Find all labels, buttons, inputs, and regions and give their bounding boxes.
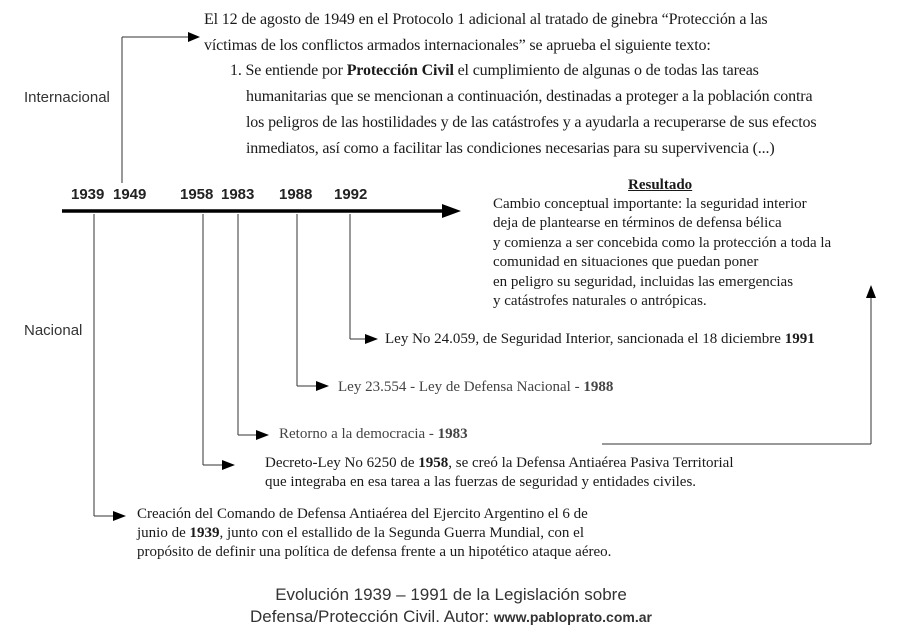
caption-line2 xyxy=(0,606,902,628)
label-nacional: Nacional xyxy=(24,322,83,339)
event-year: 1939 xyxy=(189,525,220,541)
arrow-1988 xyxy=(316,381,329,391)
item-number: 1. Se entiende por xyxy=(230,62,347,79)
event-decreto-line2: que integraba en esa tarea a las fuerzas de seguridad y entidades civiles. xyxy=(265,474,697,490)
result-line: comunidad en situaciones que puedan poner xyxy=(493,254,759,270)
result-line: y comienza a ser concebida como la protección a toda la xyxy=(493,235,832,251)
international-line: víctimas de los conflictos armados internacionales” se aprueba el siguiente texto: xyxy=(204,37,711,54)
event-text: Retorno a la democracia - xyxy=(279,426,438,442)
event-retorno-democracia xyxy=(279,425,468,445)
caption-line: Evolución 1939 – 1991 de la Legislación sobre xyxy=(275,585,627,604)
event-text: Decreto-Ley No 6250 de xyxy=(265,455,419,471)
international-line: El 12 de agosto de 1949 en el Protocolo 1 adicional al tratado de ginebra “Protección a las xyxy=(204,11,768,28)
international-line: humanitarias que se mencionan a continuación, destinadas a proteger a la población contra xyxy=(246,88,813,105)
year-label: 1992 xyxy=(334,186,368,203)
event-ley-23554 xyxy=(338,378,613,398)
author-link: www.pabloprato.com.ar xyxy=(493,609,652,625)
result-line: en peligro su seguridad, incluidas las emergencias xyxy=(493,274,794,290)
result-line: deja de plantearse en términos de defensa bélica xyxy=(493,215,782,231)
label-internacional: Internacional xyxy=(24,89,110,106)
event-text: junio de xyxy=(137,525,190,541)
event-year: 1991 xyxy=(784,331,815,347)
year-label: 1983 xyxy=(221,186,255,203)
event-text: Ley 23.554 - Ley de Defensa Nacional - xyxy=(338,379,584,395)
result-line: y catástrofes naturales o antrópicas. xyxy=(493,293,707,309)
arrow-1958 xyxy=(222,460,235,470)
result-line: Cambio conceptual importante: la seguridad interior xyxy=(493,196,807,212)
event-text: , junto con el estallido de la Segunda Guerra Mundial, con el xyxy=(219,525,584,541)
year-label: 1949 xyxy=(113,186,147,203)
arrow-result xyxy=(866,285,876,298)
year-label: 1988 xyxy=(279,186,313,203)
year-label: 1958 xyxy=(180,186,214,203)
event-text: , se creó la Defensa Antiaérea Pasiva Territorial xyxy=(448,455,734,471)
international-definition xyxy=(230,58,759,84)
item-text: el cumplimiento de algunas o de todas las tareas xyxy=(453,62,759,79)
event-year: 1983 xyxy=(437,426,468,442)
term-proteccion-civil: Protección Civil xyxy=(346,62,454,79)
event-creacion-line xyxy=(137,524,584,544)
arrow-1983 xyxy=(256,430,269,440)
timeline-arrowhead xyxy=(442,204,461,218)
arrow-1992 xyxy=(365,334,378,344)
caption-text: Defensa/Protección Civil. Autor: xyxy=(250,607,494,626)
event-year: 1958 xyxy=(418,455,449,471)
year-label: 1939 xyxy=(71,186,105,203)
event-decreto-6250 xyxy=(265,454,734,474)
arrow-1949 xyxy=(188,32,200,42)
event-creacion-line: Creación del Comando de Defensa Antiaérea del Ejercito Argentino el 6 de xyxy=(137,506,588,522)
event-text: Ley No 24.059, de Seguridad Interior, sancionada el 18 diciembre xyxy=(385,331,785,347)
result-title: Resultado xyxy=(628,177,693,193)
event-creacion-line: propósito de definir una política de defensa frente a un hipotético ataque aéreo. xyxy=(137,544,612,560)
event-year: 1988 xyxy=(583,379,614,395)
arrow-1939 xyxy=(113,511,126,521)
event-ley-24059 xyxy=(385,330,815,350)
international-line: los peligros de las hostilidades y de las catástrofes y a ayudarla a recuperarse de sus efectos xyxy=(246,114,817,131)
international-line: inmediatos, así como a facilitar las condiciones necesarias para su supervivencia (...) xyxy=(246,140,775,157)
